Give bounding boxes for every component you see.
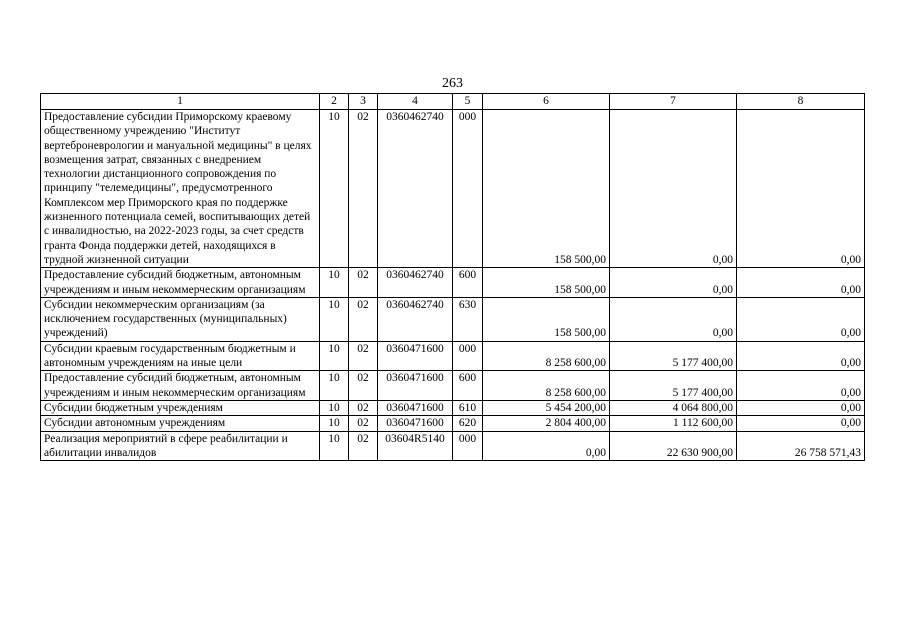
amount-col6	[483, 341, 610, 371]
column-header: 1	[41, 94, 320, 110]
section-code: 10	[320, 297, 349, 341]
subsection-code: 02	[349, 297, 378, 341]
amount-col8	[737, 431, 865, 461]
amount-value: 0,00	[712, 283, 733, 296]
column-header: 4	[378, 94, 453, 110]
target-article-code: 03604R5140	[378, 431, 453, 461]
amount-value: 8 258 600,00	[545, 357, 606, 370]
column-header: 2	[320, 94, 349, 110]
amount-col8	[737, 371, 865, 401]
expense-type-code: 600	[453, 371, 483, 401]
amount-value: 8 258 600,00	[545, 386, 606, 399]
amount-value: 22 630 900,00	[666, 446, 733, 459]
table-row	[41, 371, 865, 401]
subsection-code: 02	[349, 431, 378, 461]
amount-col6	[483, 431, 610, 461]
row-name: Субсидии бюджетным учреждениям	[41, 400, 320, 415]
amount-value: 5 177 400,00	[672, 386, 733, 399]
budget-table	[40, 93, 865, 461]
amount-col8	[737, 297, 865, 341]
section-code: 10	[320, 110, 349, 268]
amount-col6	[483, 110, 610, 268]
column-header: 6	[483, 94, 610, 110]
column-header: 3	[349, 94, 378, 110]
amount-value: 0,00	[840, 283, 861, 296]
subsection-code: 02	[349, 110, 378, 268]
amount-col8	[737, 110, 865, 268]
amount-value: 0,00	[840, 417, 861, 430]
table-row	[41, 268, 865, 298]
expense-type-code: 600	[453, 268, 483, 298]
target-article-code: 0360462740	[378, 110, 453, 268]
table-row	[41, 416, 865, 431]
amount-col8	[737, 341, 865, 371]
amount-col7	[610, 341, 737, 371]
row-name: Субсидии автономным учреждениям	[41, 416, 320, 431]
amount-col6	[483, 371, 610, 401]
expense-type-code: 630	[453, 297, 483, 341]
amount-value: 5 177 400,00	[672, 357, 733, 370]
target-article-code: 0360462740	[378, 268, 453, 298]
amount-value: 0,00	[840, 253, 861, 266]
expense-type-code: 000	[453, 110, 483, 268]
target-article-code: 0360471600	[378, 371, 453, 401]
page-number: 263	[442, 76, 463, 91]
amount-col7	[610, 297, 737, 341]
row-name: Субсидии некоммерческим организациям (за исключением государственных (муниципальных) учреждений)	[41, 297, 320, 341]
amount-value: 0,00	[840, 357, 861, 370]
subsection-code: 02	[349, 341, 378, 371]
row-name: Предоставление субсидий бюджетным, автономным учреждениям и иным некоммерческим организациям	[41, 371, 320, 401]
column-header: 8	[737, 94, 865, 110]
section-code: 10	[320, 416, 349, 431]
amount-value: 4 064 800,00	[672, 401, 733, 414]
table-row	[41, 431, 865, 461]
amount-value: 158 500,00	[554, 283, 606, 296]
amount-value: 158 500,00	[554, 253, 606, 266]
row-name: Предоставление субсидии Приморскому краевому общественному учреждению "Институт вертеброневрологии и мануальной медицины" в целях возмещения затрат, связанных с внедрением технологии дистанционного сопровождения по принципу "телемедицины", предусмотренного Комплексом мер Приморского края по поддержке жизненного потенциала семей, воспитывающих детей с инвалидностью, на 2022-2023 годы, за счет средств гранта Фонда поддержки детей, находящихся в трудной жизненной ситуации	[41, 110, 320, 268]
row-name: Реализация мероприятий в сфере реабилитации и абилитации инвалидов	[41, 431, 320, 461]
expense-type-code: 620	[453, 416, 483, 431]
section-code: 10	[320, 431, 349, 461]
target-article-code: 0360471600	[378, 416, 453, 431]
amount-col8	[737, 268, 865, 298]
table-row	[41, 297, 865, 341]
section-code: 10	[320, 371, 349, 401]
header-row	[41, 94, 865, 110]
row-name: Предоставление субсидий бюджетным, автономным учреждениям и иным некоммерческим организациям	[41, 268, 320, 298]
target-article-code: 0360471600	[378, 400, 453, 415]
amount-col8	[737, 400, 865, 415]
expense-type-code: 000	[453, 341, 483, 371]
table-row	[41, 400, 865, 415]
row-name: Субсидии краевым государственным бюджетным и автономным учреждениям на иные цели	[41, 341, 320, 371]
amount-col7	[610, 268, 737, 298]
table-row	[41, 341, 865, 371]
amount-value: 5 454 200,00	[545, 401, 606, 414]
section-code: 10	[320, 268, 349, 298]
amount-value: 0,00	[840, 386, 861, 399]
amount-col6	[483, 416, 610, 431]
subsection-code: 02	[349, 400, 378, 415]
amount-col8	[737, 416, 865, 431]
amount-col6	[483, 400, 610, 415]
subsection-code: 02	[349, 268, 378, 298]
amount-value: 1 112 600,00	[673, 417, 733, 430]
section-code: 10	[320, 341, 349, 371]
amount-col6	[483, 268, 610, 298]
amount-value: 0,00	[840, 327, 861, 340]
subsection-code: 02	[349, 416, 378, 431]
amount-value: 2 804 400,00	[545, 417, 606, 430]
amount-value: 0,00	[712, 253, 733, 266]
target-article-code: 0360462740	[378, 297, 453, 341]
amount-value: 0,00	[585, 446, 606, 459]
amount-value: 158 500,00	[554, 327, 606, 340]
amount-col7	[610, 431, 737, 461]
amount-col7	[610, 400, 737, 415]
column-header: 5	[453, 94, 483, 110]
amount-value: 0,00	[840, 401, 861, 414]
amount-col6	[483, 297, 610, 341]
amount-value: 26 758 571,43	[794, 446, 861, 459]
target-article-code: 0360471600	[378, 341, 453, 371]
expense-type-code: 610	[453, 400, 483, 415]
section-code: 10	[320, 400, 349, 415]
expense-type-code: 000	[453, 431, 483, 461]
amount-col7	[610, 110, 737, 268]
column-header: 7	[610, 94, 737, 110]
amount-col7	[610, 371, 737, 401]
amount-value: 0,00	[712, 327, 733, 340]
amount-col7	[610, 416, 737, 431]
table-row	[41, 110, 865, 268]
subsection-code: 02	[349, 371, 378, 401]
